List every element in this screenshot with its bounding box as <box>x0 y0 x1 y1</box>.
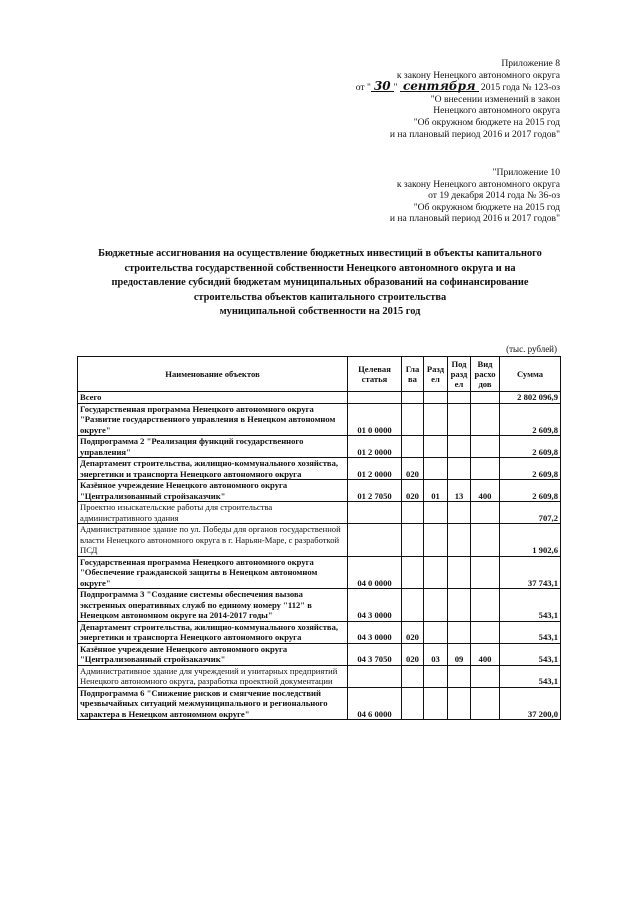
cell-razdel <box>424 392 448 404</box>
cell-name: Подпрограмма 2 "Реализация функций государственного управления" <box>78 436 348 458</box>
cell-vid <box>471 502 500 524</box>
table-row <box>78 556 561 589</box>
title-line1: Бюджетные ассигнования на осуществление бюджетных инвестиций в объекты капитального <box>98 248 542 259</box>
cell-glava <box>402 524 424 557</box>
cell-sum: 37 200,0 <box>500 687 561 720</box>
cell-name: Подпрограмма 6 "Снижение рисков и смягчение последствий чрезвычайных ситуаций межмуниципального и регионального характера в Ненецком автономном округе" <box>78 687 348 720</box>
cell-podrazdel <box>448 621 471 643</box>
cell-vid <box>471 458 500 480</box>
table-row <box>78 643 561 665</box>
header-podrazdel: Под разд ел <box>448 357 471 392</box>
cell-podrazdel <box>448 665 471 687</box>
cell-razdel <box>424 436 448 458</box>
cell-vid: 400 <box>471 643 500 665</box>
cell-glava: 020 <box>402 643 424 665</box>
handwritten-day: 30 <box>371 81 394 92</box>
cell-podrazdel <box>448 687 471 720</box>
cell-vid <box>471 621 500 643</box>
cell-target: 04 0 0000 <box>348 556 402 589</box>
cell-glava: 020 <box>402 480 424 502</box>
cell-glava: 020 <box>402 621 424 643</box>
header-vid: Вид расхо дов <box>471 357 500 392</box>
cell-razdel: 01 <box>424 480 448 502</box>
cell-razdel <box>424 458 448 480</box>
appendix-10-header <box>320 167 560 225</box>
appendix-8-line5: Ненецкого автономного округа <box>433 105 560 117</box>
title-line2: строительства государственной собственности Ненецкого автономного округа и на <box>124 262 516 274</box>
cell-glava: 020 <box>402 458 424 480</box>
cell-sum: 2 609,8 <box>500 403 561 436</box>
cell-target: 01 0 0000 <box>348 403 402 436</box>
cell-podrazdel <box>448 502 471 524</box>
cell-name: Всего <box>78 392 348 404</box>
cell-sum: 543,1 <box>500 621 561 643</box>
cell-sum: 543,1 <box>500 643 561 665</box>
cell-target <box>348 392 402 404</box>
title-line3: предоставление субсидий бюджетам муниципальных образований на софинансирование <box>111 277 529 289</box>
appendix-8-header <box>320 58 560 140</box>
cell-vid <box>471 665 500 687</box>
date-mid: " <box>393 82 398 94</box>
table-row <box>78 458 561 480</box>
cell-glava <box>402 556 424 589</box>
cell-name: Государственная программа Ненецкого автономного округа "Обеспечение гражданской защиты в Ненецком автономном округе" <box>78 556 348 589</box>
cell-target <box>348 502 402 524</box>
cell-podrazdel <box>448 589 471 622</box>
cell-glava <box>402 665 424 687</box>
cell-podrazdel <box>448 524 471 557</box>
cell-name: Административное здание по ул. Победы для органов государственной власти Ненецкого автономного округа в г. Нарьян-Маре, с разработкой ПСД <box>78 524 348 557</box>
cell-target: 04 3 7050 <box>348 643 402 665</box>
table-row <box>78 480 561 502</box>
cell-sum: 543,1 <box>500 665 561 687</box>
cell-glava <box>402 392 424 404</box>
cell-podrazdel: 09 <box>448 643 471 665</box>
cell-target: 04 3 0000 <box>348 589 402 622</box>
units-label: (тыс. рублей) <box>506 344 557 354</box>
appendix-8-line2: к закону Ненецкого автономного округа <box>396 69 560 81</box>
appendix-10-line5: и на плановый период 2016 и 2017 годов" <box>389 213 560 225</box>
cell-glava <box>402 436 424 458</box>
appendix-8-line7: и на плановый период 2016 и 2017 годов" <box>389 128 560 140</box>
header-name: Наименование объектов <box>78 357 348 392</box>
cell-sum: 543,1 <box>500 589 561 622</box>
document-title <box>70 247 570 320</box>
cell-podrazdel <box>448 458 471 480</box>
cell-sum: 2 609,8 <box>500 480 561 502</box>
cell-razdel: 03 <box>424 643 448 665</box>
cell-glava <box>402 687 424 720</box>
title-line4: строительства объектов капитального строительства <box>193 291 447 303</box>
cell-vid <box>471 403 500 436</box>
cell-name: Государственная программа Ненецкого автономного округа "Развитие государственного управления в Ненецком автономном округе" <box>78 403 348 436</box>
appendix-10-line1: "Приложение 10 <box>492 167 560 178</box>
cell-podrazdel <box>448 392 471 404</box>
table-row <box>78 589 561 622</box>
cell-razdel <box>424 665 448 687</box>
header-target: Целевая статья <box>348 357 402 392</box>
cell-target: 01 2 7050 <box>348 480 402 502</box>
cell-name: Департамент строительства, жилищно-коммунального хозяйства, энергетики и транспорта Ненецкого автономного округа <box>78 621 348 643</box>
cell-target: 01 2 0000 <box>348 436 402 458</box>
appendix-8-line6: "Об окружном бюджете на 2015 год <box>413 116 560 128</box>
appendix-8-date-line <box>320 81 560 94</box>
appendix-8-line4: "О внесении изменений в закон <box>430 93 560 105</box>
table-row <box>78 403 561 436</box>
cell-name: Подпрограмма 3 "Создание системы обеспечения вызова экстренных оперативных служб по единому номеру "112" в Ненецком автономном округе на 2014-2017 годы" <box>78 589 348 622</box>
cell-podrazdel <box>448 436 471 458</box>
header-sum: Сумма <box>500 357 561 392</box>
title-line5: муниципальной собственности на 2015 год <box>219 306 421 318</box>
table-row <box>78 621 561 643</box>
cell-sum: 2 802 096,9 <box>500 392 561 404</box>
cell-podrazdel <box>448 403 471 436</box>
cell-vid <box>471 589 500 622</box>
appendix-10-line4: "Об окружном бюджете на 2015 год <box>413 201 560 213</box>
header-glava: Гла ва <box>402 357 424 392</box>
table-row <box>78 665 561 687</box>
table-row <box>78 502 561 524</box>
cell-razdel <box>424 621 448 643</box>
table-row <box>78 524 561 557</box>
cell-target: 04 3 0000 <box>348 621 402 643</box>
cell-name: Казённое учреждение Ненецкого автономного округа "Централизованный стройзаказчик" <box>78 643 348 665</box>
cell-target <box>348 524 402 557</box>
cell-sum: 1 902,6 <box>500 524 561 557</box>
cell-name: Департамент строительства, жилищно-коммунального хозяйства, энергетики и транспорта Ненецкого автономного округа <box>78 458 348 480</box>
cell-razdel <box>424 589 448 622</box>
table-body <box>78 392 561 720</box>
cell-glava <box>402 589 424 622</box>
date-suffix: 2015 года № 123-оз <box>480 82 560 94</box>
table-row <box>78 392 561 404</box>
cell-vid <box>471 687 500 720</box>
cell-name: Проектно изыскательские работы для строительства административного здания <box>78 502 348 524</box>
cell-razdel <box>424 524 448 557</box>
cell-glava <box>402 403 424 436</box>
cell-razdel <box>424 687 448 720</box>
cell-name: Казённое учреждение Ненецкого автономного округа "Централизованный стройзаказчик" <box>78 480 348 502</box>
budget-table <box>77 356 561 720</box>
cell-target: 04 6 0000 <box>348 687 402 720</box>
cell-podrazdel: 13 <box>448 480 471 502</box>
table-row <box>78 436 561 458</box>
header-razdel: Разд ел <box>424 357 448 392</box>
cell-vid <box>471 392 500 404</box>
cell-target <box>348 665 402 687</box>
cell-target: 01 2 0000 <box>348 458 402 480</box>
handwritten-month: сентября <box>400 81 479 92</box>
cell-sum: 37 743,1 <box>500 556 561 589</box>
cell-vid <box>471 524 500 557</box>
cell-razdel <box>424 502 448 524</box>
appendix-10-line2: к закону Ненецкого автономного округа <box>396 178 560 190</box>
cell-vid: 400 <box>471 480 500 502</box>
cell-vid <box>471 436 500 458</box>
table-row <box>78 687 561 720</box>
cell-sum: 707,2 <box>500 502 561 524</box>
cell-razdel <box>424 556 448 589</box>
cell-glava <box>402 502 424 524</box>
cell-sum: 2 609,8 <box>500 436 561 458</box>
cell-razdel <box>424 403 448 436</box>
cell-vid <box>471 556 500 589</box>
cell-name: Административное здание для учреждений и унитарных предприятий Ненецкого автономного округа, разработка проектной документации <box>78 665 348 687</box>
cell-podrazdel <box>448 556 471 589</box>
date-prefix: от " <box>355 82 371 94</box>
cell-sum: 2 609,8 <box>500 458 561 480</box>
appendix-10-line3: от 19 декабря 2014 года № 36-оз <box>428 190 560 202</box>
appendix-8-line1: Приложение 8 <box>501 58 560 69</box>
table-header-row <box>78 357 561 392</box>
